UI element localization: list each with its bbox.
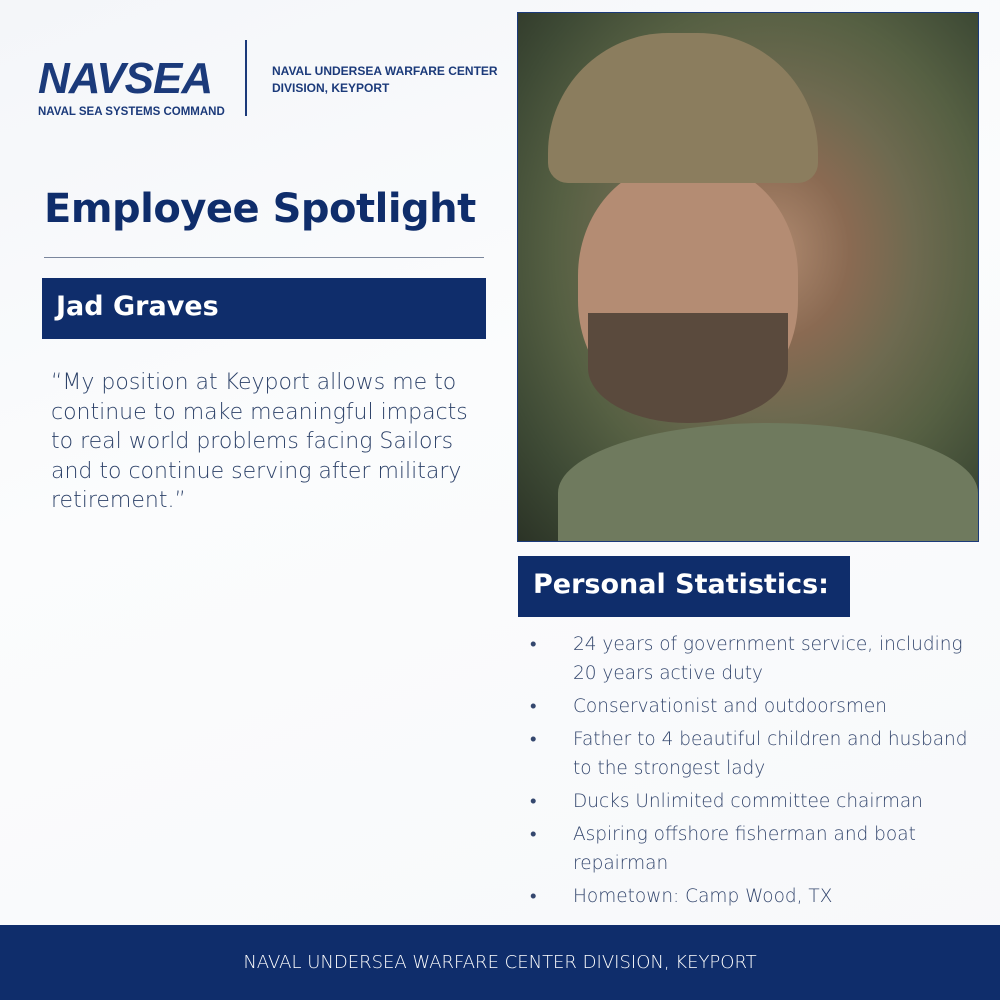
org-name [272, 63, 498, 97]
employee-name: Jad Graves [42, 278, 486, 339]
logo-wordmark: NAVSEA [38, 54, 213, 103]
stats-heading: Personal Statistics: [518, 556, 850, 617]
bullet-icon: • [530, 729, 537, 750]
bullet-icon: • [530, 791, 537, 812]
navsea-logo [36, 44, 228, 120]
stats-list [528, 630, 968, 915]
header-divider [245, 40, 247, 116]
bullet-icon: • [530, 634, 537, 655]
stat-text: Conservationist and outdoorsmen [573, 696, 887, 717]
photo-cap [548, 33, 818, 183]
list-item [528, 630, 968, 688]
employee-photo [517, 12, 979, 542]
org-line-2: DIVISION, KEYPORT [272, 81, 390, 95]
list-item [528, 725, 968, 783]
bullet-icon: • [530, 696, 537, 717]
bullet-icon: • [530, 824, 537, 845]
photo-beard [588, 313, 788, 423]
photo-shirt [558, 423, 978, 542]
stat-text: 24 years of government service, including 20 years active duty [573, 634, 963, 684]
stat-text: Ducks Unlimited committee chairman [573, 791, 923, 812]
stat-text: Father to 4 beautiful children and husband to the strongest lady [573, 729, 968, 779]
stat-text: Aspiring offshore fisherman and boat repairman [573, 824, 916, 874]
footer: NAVAL UNDERSEA WARFARE CENTER DIVISION, KEYPORT [0, 925, 1000, 1000]
page-title: Employee Spotlight [44, 186, 476, 232]
stat-text: Hometown: Camp Wood, TX [573, 886, 833, 907]
list-item [528, 882, 968, 911]
employee-quote: “My position at Keyport allows me to continue to make meaningful impacts to real world problems facing Sailors and to continue serving after military retirement.” [51, 370, 468, 513]
bullet-icon: • [530, 886, 537, 907]
title-divider [44, 257, 484, 258]
logo-subtitle: NAVAL SEA SYSTEMS COMMAND [38, 106, 225, 118]
list-item [528, 820, 968, 878]
list-item [528, 692, 968, 721]
list-item [528, 787, 968, 816]
org-line-1: NAVAL UNDERSEA WARFARE CENTER [272, 64, 498, 78]
